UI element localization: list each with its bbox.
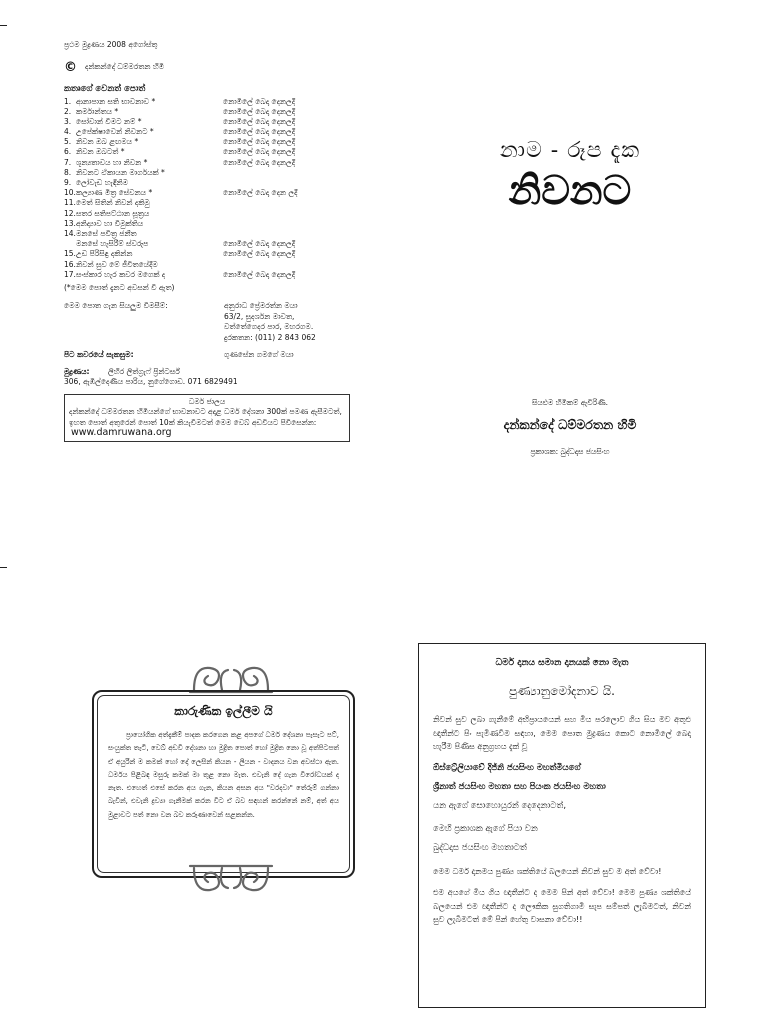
book-number: 17. bbox=[64, 269, 76, 279]
book-row bbox=[64, 229, 354, 239]
book-note: නොමිලේ බෙදා දෙනලදී bbox=[223, 269, 296, 279]
crop-mark bbox=[0, 25, 7, 26]
book-number: 8. bbox=[64, 167, 72, 177]
copyright-line bbox=[64, 60, 354, 75]
book-number: 16. bbox=[64, 259, 76, 269]
author-block bbox=[420, 398, 720, 457]
book-note: නොමිලේ බෙදා දෙනලදී bbox=[223, 96, 296, 106]
book-note: නොමිලේ බෙදා දෙනලදී bbox=[223, 147, 296, 157]
printer-label: මුද්‍රණය: bbox=[64, 366, 90, 376]
title-line-1: නාම - රූප දැක bbox=[499, 138, 641, 163]
book-title: සංස්කාර හැර කවර මගෙක් ද bbox=[76, 269, 166, 279]
book-row bbox=[64, 239, 354, 249]
book-number: 12. bbox=[64, 208, 76, 218]
book-row bbox=[64, 249, 354, 259]
donor-line-2: ශ්‍රීනාත් ජයසිංහ මහතා සහ පියංක ජයසිංහ මහතා bbox=[433, 781, 606, 792]
book-title: ආනාපාන සති භාවනාව * bbox=[76, 96, 156, 106]
book-number bbox=[64, 239, 76, 249]
cover-label: පිට කවරයේ සැකසුම: bbox=[64, 350, 134, 360]
book-row bbox=[64, 158, 354, 168]
ornament-top-icon bbox=[188, 660, 274, 694]
book-number: 15. bbox=[64, 249, 76, 259]
contact-address-2: වත්තේගෙදර පාර, මහරගම. bbox=[224, 322, 314, 332]
plea-box bbox=[92, 690, 355, 878]
copyright-holder: දන්කන්දේ ධම්මරතන හිමි bbox=[85, 61, 165, 71]
book-row bbox=[64, 178, 354, 188]
book-title: නිවන ඔබ ළඟමය * bbox=[76, 137, 139, 147]
book-note: නොමිලේ බෙදා දෙනලදී bbox=[223, 249, 296, 259]
book-number: 14. bbox=[64, 228, 76, 238]
website-link[interactable]: www.damruwana.org bbox=[71, 427, 172, 439]
book-row bbox=[64, 188, 354, 198]
books-heading: කතෘගේ වෙනත් පොත් bbox=[64, 83, 146, 94]
donor-line-3: යන ඇගේ සොහොයුරන් දෙදෙනාටත්, bbox=[433, 800, 567, 811]
cover-row bbox=[64, 350, 354, 361]
merit-box bbox=[418, 643, 706, 1008]
contact-row bbox=[64, 301, 354, 343]
books-footnote: (*මෙම පොත් දැනට අවසන් වී ඇත) bbox=[64, 282, 175, 292]
dhamma-info-box bbox=[64, 394, 350, 442]
printer-address: 306, ඇඹිල්දෙණිය පාරිය, නුගේගොඩ. 071 6829491 bbox=[64, 377, 238, 387]
plea-text: ප්‍රායෝගික අත්දැකීම් පාදක කරගෙන කළ අපගේ ධර්ම දේශනා පැසැට පට්, සංයුක්ත තැටි, වෙබ් අඩවි දේශනා හා මුද්‍රිත පොත් හෝ මුද්‍රිත නො වූ අත්පිටපත් ඒ අයුරින් ම කමක් හෝ දෝ ලෙසින් කියන - ලියන - වාදනය වන අවස්ථා ඇත. ධර්මය පිළිබඳ මසුරු කමක් මා තුළ නො මැත. එවැනි දේ ගැන විරෝධයක් ද නැත. එහෙත් එසේ කරන අය ගැන, කියන අසන අය "වරදවා" තේරුම් ගන්නා බැවින්, එවැනි ද්‍රව්‍යා ගැනීමක් කරන විට ඒ බව සඳහන් කරන්නේ නම්, අත් අය මුළාවට පත් නො වන බව කරුණාවෙන් සළකන්න. bbox=[108, 731, 339, 819]
crop-mark bbox=[0, 567, 7, 568]
book-number: 2. bbox=[64, 106, 72, 116]
dhamma-box-text: දන්කන්දේ ධම්මරතන හිමියන්ගේ භාවනාවට අදාළ ධර්ම දේශනා 300ක් පමණ ඇසීමටත්, ඉහත පොත් අතුරෙන් පොත් 10ක් කියැවීමටත් මෙම වෙබ් අඩවියට පිවිසෙන්න: bbox=[69, 407, 342, 427]
book-title: නිවන් සුව මේ ජීවිතයේදීම bbox=[76, 259, 158, 269]
rights-reserved: සියළුම හිමිකම් ඇවිරිණි. bbox=[531, 398, 609, 407]
merit-paragraph-2: මෙම ධර්ම දානමය පුණ්‍ය ශක්තියේ බලයෙන් නිවන් සුව ම අත් වේවා! bbox=[433, 866, 662, 876]
contact-address-1: 63/2, සුදර්ශන මාවත, bbox=[224, 311, 295, 321]
publisher: ප්‍රකාශක: බුද්ධදාස ජයසිංහ bbox=[530, 446, 610, 456]
book-row bbox=[64, 260, 354, 270]
book-note: නොමිලේ බෙදා දෙන ලදී bbox=[223, 188, 298, 198]
book-title bbox=[420, 138, 720, 214]
book-title: මෙත් සිතින් නිවන් දකිමු bbox=[76, 198, 150, 208]
contact-label: මෙම පොත ගැන සියලුම විමසීම්: bbox=[64, 301, 168, 311]
book-row bbox=[64, 97, 354, 107]
book-number: 13. bbox=[64, 218, 76, 228]
cover-value: ගුණසේන ගමගේ මයා bbox=[224, 350, 294, 360]
book-title: ලෝවැඩ හැඳිනිම bbox=[76, 178, 129, 187]
donor-line-1: ඕස්ට්‍රේලියාවේ දිජ්නි ජයසිංහ මහත්මියගේ bbox=[433, 762, 581, 773]
book-number: 5. bbox=[64, 137, 72, 147]
contact-details bbox=[224, 301, 316, 343]
contact-phone: දුරකතන: (011) 2 843 062 bbox=[224, 332, 316, 342]
book-number: 1. bbox=[64, 96, 72, 106]
book-title: සෝවාන් වීමට නම් * bbox=[76, 116, 142, 126]
book-title: ශූන්‍යතාවය හා නිවන * bbox=[76, 157, 148, 167]
books-list bbox=[64, 97, 354, 280]
edition-line: ප්‍රථම මුද්‍රණය 2008 අගෝස්තු bbox=[64, 40, 158, 49]
book-row bbox=[64, 168, 354, 178]
plea-title: කාරුණික ඉල්ලීම යි bbox=[174, 704, 273, 718]
merit-subheading: පුණ්‍යානුමෝදනාව යි. bbox=[509, 684, 615, 698]
book-title: උඩ පිරිසිඳු දකින්න bbox=[76, 249, 133, 259]
book-title: අනිද්‍යාව හා විමුක්තිය bbox=[76, 218, 144, 228]
book-title: මනසේ හැසිරීම් ස්වරූප bbox=[76, 239, 149, 249]
contact-name: අනුරාධ ප්‍රේමරත්න මයා bbox=[224, 301, 298, 311]
book-row bbox=[64, 198, 354, 208]
printer-name: ලිහිර ලිත්ග්‍රැෆ් ප්‍රින්ටර්ස් bbox=[108, 366, 180, 376]
book-note: නොමිලේ බෙදා දෙනලදී bbox=[223, 127, 296, 137]
author-name: දන්කන්දේ ධම්මරතන හිමි bbox=[503, 416, 637, 432]
copyright-symbol: © bbox=[64, 59, 77, 75]
book-number: 6. bbox=[64, 147, 72, 157]
book-note: නොමිලේ බෙදා දෙනලදී bbox=[223, 157, 296, 167]
book-title: මනසේ පවිත්‍ර ජනීත bbox=[76, 228, 137, 238]
book-note: නොමිලේ බෙදා දෙනලදී bbox=[223, 239, 296, 249]
book-number: 10. bbox=[64, 188, 76, 198]
book-row bbox=[64, 107, 354, 117]
book-number: 3. bbox=[64, 116, 72, 126]
ornament-bottom-icon bbox=[188, 864, 274, 898]
book-note: නොමිලේ බෙදා දෙනලදී bbox=[223, 106, 296, 116]
copyright-page bbox=[64, 40, 354, 442]
printer-block bbox=[64, 367, 354, 388]
book-number: 4. bbox=[64, 127, 72, 137]
book-row bbox=[64, 137, 354, 147]
donor-line-4: මෙහි ප්‍රකාශක ඇගේ පියා වන bbox=[433, 823, 538, 834]
merit-paragraph-3: එම අයගේ මිය ගිය ඥාතීන්ට ද මෙම පින් අත් වේවා! මෙම පුණ්‍ය ශක්තියේ බලයෙන් එම ඥාතීන්ට ද ලෞකික සුගතිගාමී සැප සම්පත් ලැබීමටත්, නිවන් සුව ලැබීමටත් මේ පින් හේතු වාසනා වේවා!! bbox=[433, 888, 691, 924]
merit-heading: ධර්ම දානය සමාන දානයක් නො මැත bbox=[495, 658, 629, 668]
book-title: උපේක්ෂාවෙන් නිවනට * bbox=[76, 127, 154, 137]
book-number: 9. bbox=[64, 178, 72, 187]
dhamma-box-title: ධර්ම ජාලය bbox=[188, 396, 226, 406]
book-title: කල්‍යාණ මිත්‍ර සේවනය * bbox=[76, 188, 153, 198]
donor-line-5: බුද්ධදාස ජයසිංහ මහතාටත් bbox=[433, 842, 527, 853]
book-number: 7. bbox=[64, 157, 72, 167]
book-title: නිවනට ඒකායන මාර්ගයක් * bbox=[76, 167, 165, 177]
book-row bbox=[64, 270, 354, 280]
book-row bbox=[64, 209, 354, 219]
book-row bbox=[64, 127, 354, 137]
book-title: සතර සතිපට්ඨාන සූත්‍රය bbox=[76, 208, 150, 218]
title-line-2: නිවනට bbox=[508, 167, 632, 214]
book-number: 11. bbox=[64, 198, 76, 208]
book-note: නොමිලේ බෙදා දෙනලදී bbox=[223, 137, 296, 147]
book-row bbox=[64, 219, 354, 229]
book-row bbox=[64, 147, 354, 157]
book-title: නිවන ඔබටත් * bbox=[76, 147, 125, 157]
book-row bbox=[64, 117, 354, 127]
book-note: නොමිලේ බෙදා දෙනලදී bbox=[223, 116, 296, 126]
book-title: කර්මාන්තය * bbox=[76, 106, 119, 116]
merit-intro: නිවන් සුව ලබා ගැනීමේ අභිප්‍රායයෙන් සහ මිය පරලොව ගිය සිය මව අතුළු ඥාතීන්ට පිං පැමිණවීම සඳහා, මෙම පොත මුද්‍රණය කොට නොමිලේ බෙදා හැරීම පිණිස අනුග්‍රහය දැක් වූ bbox=[433, 715, 691, 751]
